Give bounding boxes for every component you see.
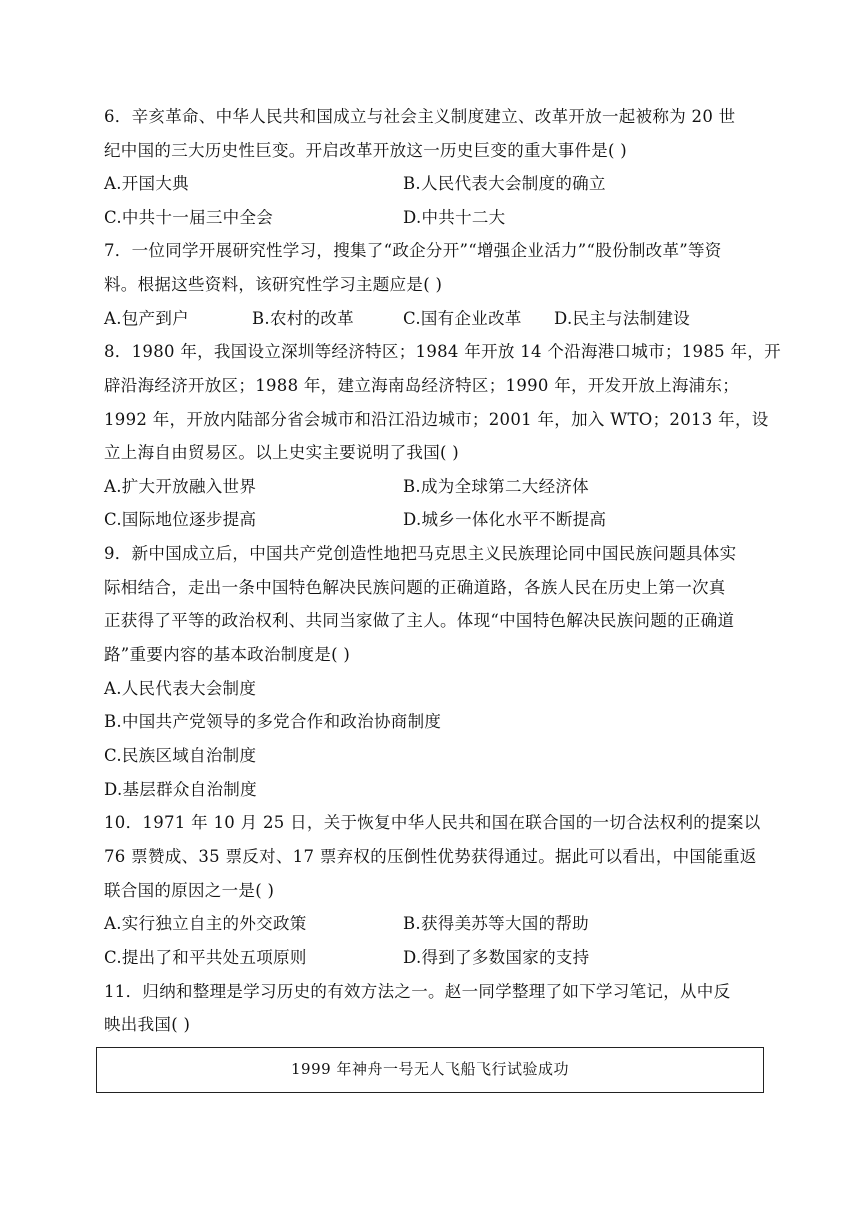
q8-option-b[interactable]: B.成为全球第二大经济体 [403, 477, 589, 496]
q9-option-c[interactable]: C.民族区域自治制度 [104, 746, 257, 765]
q7-stem-line1: 7．一位同学开展研究性学习，搜集了“政企分开”“增强企业活力”“股份制改革”等资 [104, 241, 722, 260]
q8-option-c[interactable]: C.国际地位逐步提高 [104, 510, 257, 529]
q11-stem-line2: 映出我国( ) [104, 1015, 191, 1034]
q8-stem-line1: 8．1980 年，我国设立深圳等经济特区；1984 年开放 14 个沿海港口城市；1985 年，开 [104, 342, 781, 361]
q7-stem-line2: 料。根据这些资料，该研究性学习主题应是( ) [104, 275, 443, 294]
q9-option-a[interactable]: A.人民代表大会制度 [104, 679, 257, 698]
q6-option-b[interactable]: B.人民代表大会制度的确立 [403, 174, 606, 193]
q8-option-a[interactable]: A.扩大开放融入世界 [104, 477, 257, 496]
q9-stem-line2: 际相结合，走出一条中国特色解决民族问题的正确道路，各族人民在历史上第一次真 [104, 578, 726, 597]
q8-stem-line4: 立上海自由贸易区。以上史实主要说明了我国( ) [104, 443, 460, 462]
q9-stem-line3: 正获得了平等的政治权利、共同当家做了主人。体现“中国特色解决民族问题的正确道 [104, 611, 735, 630]
q6-option-c[interactable]: C.中共十一届三中全会 [104, 208, 274, 227]
q9-option-d[interactable]: D.基层群众自治制度 [104, 780, 257, 799]
q8-stem-line3: 1992 年，开放内陆部分省会城市和沿江沿边城市；2001 年，加入 WTO；2013 年，设 [104, 410, 769, 429]
q9-option-b[interactable]: B.中国共产党领导的多党合作和政治协商制度 [104, 712, 442, 731]
q7-option-c[interactable]: C.国有企业改革 [403, 309, 522, 328]
q7-option-d[interactable]: D.民主与法制建设 [554, 309, 691, 328]
q10-stem-line2: 76 票赞成、35 票反对、17 票弃权的压倒性优势获得通过。据此可以看出，中国能重返 [104, 847, 757, 866]
q7-option-a[interactable]: A.包产到户 [104, 309, 189, 328]
q8-stem-line2: 辟沿海经济开放区；1988 年，建立海南岛经济特区；1990 年，开发开放上海浦东； [104, 376, 740, 395]
q6-option-d[interactable]: D.中共十二大 [403, 208, 506, 227]
q6-stem-line2: 纪中国的三大历史性巨变。开启改革开放这一历史巨变的重大事件是( ) [104, 141, 628, 160]
q9-stem-line4: 路”重要内容的基本政治制度是( ) [104, 645, 351, 664]
q10-stem-line3: 联合国的原因之一是( ) [104, 881, 275, 900]
q6-option-a[interactable]: A.开国大典 [104, 174, 189, 193]
q9-stem-line1: 9．新中国成立后，中国共产党创造性地把马克思主义民族理论同中国民族问题具体实 [104, 544, 737, 563]
q7-option-b[interactable]: B.农村的改革 [252, 309, 354, 328]
study-note-table [96, 1047, 764, 1093]
q10-option-c[interactable]: C.提出了和平共处五项原则 [104, 948, 307, 967]
q10-option-a[interactable]: A.实行独立自主的外交政策 [104, 914, 307, 933]
q10-option-d[interactable]: D.得到了多数国家的支持 [403, 948, 590, 967]
q6-stem-line1: 6．辛亥革命、中华人民共和国成立与社会主义制度建立、改革开放一起被称为 20 世 [104, 107, 736, 126]
q8-option-d[interactable]: D.城乡一体化水平不断提高 [403, 510, 607, 529]
q11-stem-line1: 11．归纳和整理是学习历史的有效方法之一。赵一同学整理了如下学习笔记，从中反 [104, 982, 731, 1001]
q10-stem-line1: 10．1971 年 10 月 25 日，关于恢复中华人民共和国在联合国的一切合法权利的提案以 [104, 813, 761, 832]
study-note-entry: 1999 年神舟一号无人飞船飞行试验成功 [291, 1060, 569, 1078]
q10-option-b[interactable]: B.获得美苏等大国的帮助 [403, 914, 589, 933]
